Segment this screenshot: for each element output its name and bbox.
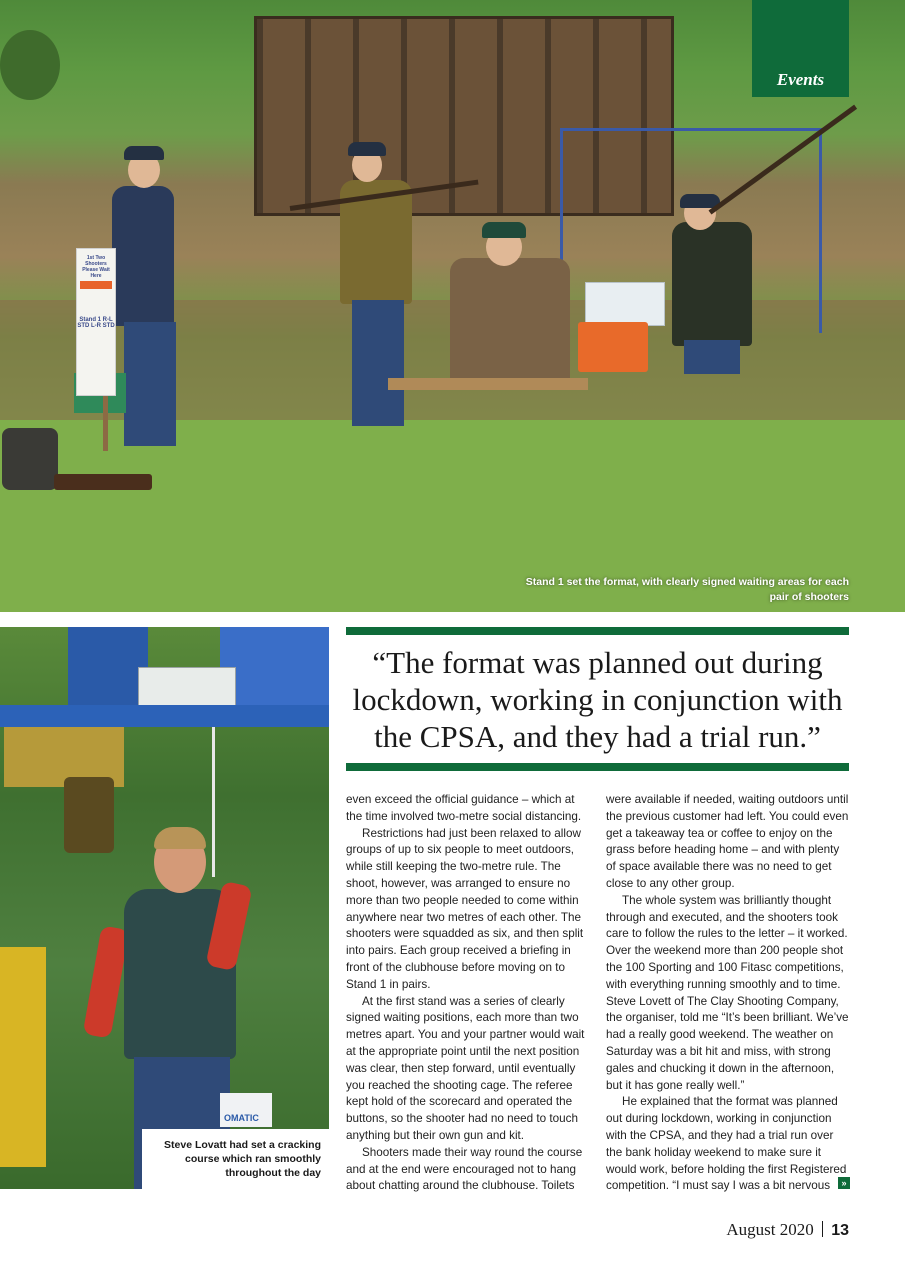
paragraph: At the first stand was a series of clearly signed waiting positions, each more than two metres apart. You and your partner would wait at the appropriate point until the next position was clear, then step forward, until eventually you reached the shooting cage. The referee kept hold of the scorecard and operated the buttons, so the shooter had no need to touch anything but their own gun and kit. (346, 994, 585, 1142)
seated-figure (450, 258, 570, 382)
stand-sign-text: Stand 1 R-L STD L-R STD (77, 317, 115, 329)
trap-spring (64, 777, 114, 853)
man-hair (154, 827, 206, 849)
section-tab: Events (752, 0, 849, 97)
paragraph: He explained that the format was planned out during lockdown, working in conjunction with the CPSA, and they had a trial run over the bank holiday weekend to make sure it would work, before holding the first Registered competition. “I must say I was a bit nervous (606, 1095, 847, 1193)
paragraph: The whole system was brilliantly thought through and executed, and the shooters took care to follow the rules to the letter – it worked. Over the weekend more than 200 people shot the 100 Sporting and 100 Fitasc competitions, with everything running smoothly and to time. Steve Lovett of The Clay Shooting Company, the organiser, told me “It’s been brilliant. We’ve had a really good weekend. The weather on Saturday was a bit hit and miss, with strong gales and chucking it down in the afternoon, but it has gone really well.” (606, 893, 849, 1092)
sign-post (103, 395, 108, 451)
quote-rule-top (346, 627, 849, 635)
trap-machine (68, 627, 148, 707)
paragraph: even exceed the official guidance – which at the time involved two-metre social distancing. (346, 793, 582, 823)
paragraph: Restrictions had just been relaxed to allow groups of up to six people to meet outdoors, while still keeping the two-metre rule. The shoot, however, was arranged to ensure no more than two people needed to come within anywhere near two metres of each other. The shooters were squadded as six, and then split into pairs. Each group received a briefing in front of the clubhouse before moving on to Stand 1 in pairs. (346, 826, 584, 991)
seated-cap (482, 222, 526, 238)
shooter-legs (124, 322, 176, 446)
footer-divider (822, 1221, 824, 1237)
shooter-cap (348, 142, 386, 156)
body-column-1 (346, 792, 590, 1195)
sign-stripe (80, 281, 112, 289)
body-column-2 (606, 792, 850, 1195)
shooter-legs (684, 340, 740, 374)
picnic-bench (388, 378, 588, 390)
issue-date: August 2020 (726, 1220, 814, 1239)
side-photo (0, 627, 329, 1189)
shooter-cap (124, 146, 164, 160)
pull-quote: “The format was planned out during lockdown, working in conjunction with the CPSA, and they had a trial run.” (352, 645, 843, 754)
banner (220, 1093, 272, 1127)
page-footer (600, 1218, 849, 1242)
trap-frame (0, 705, 329, 727)
continue-icon: » (838, 1177, 850, 1189)
gun-case (54, 474, 152, 490)
shooter-legs (352, 300, 404, 426)
orange-chair (578, 322, 648, 372)
cable (212, 727, 215, 877)
shooter-figure (672, 222, 752, 346)
shooter-figure (112, 186, 174, 326)
waiting-sign (76, 248, 116, 396)
yellow-machinery (0, 947, 46, 1167)
man-arm (83, 925, 130, 1038)
paragraph: were available if needed, waiting outdoors until the previous customer had left. You could even get a takeaway tea or coffee to enjoy on the grass before heading home – and with plenty of space available there was no need to get close to any other group. (606, 793, 849, 890)
hero-caption: Stand 1 set the format, with clearly signed waiting areas for each pair of shooters (525, 576, 849, 603)
storage-box (585, 282, 665, 326)
waiting-sign-text: 1st Two Shooters Please Wait Here (82, 255, 110, 279)
page-number: 13 (831, 1222, 849, 1239)
shrub (0, 30, 60, 100)
quote-rule-bottom (346, 763, 849, 771)
trap-machine (220, 627, 329, 707)
paragraph: Shooters made their way round the course and at the end were encouraged not to hang about chatting around the clubhouse. Toilets (346, 1145, 583, 1193)
side-caption: Steve Lovatt had set a cracking course which ran smoothly throughout the day (142, 1129, 329, 1189)
banner-text: OMATIC (224, 1113, 259, 1123)
kit-bag (2, 428, 58, 490)
